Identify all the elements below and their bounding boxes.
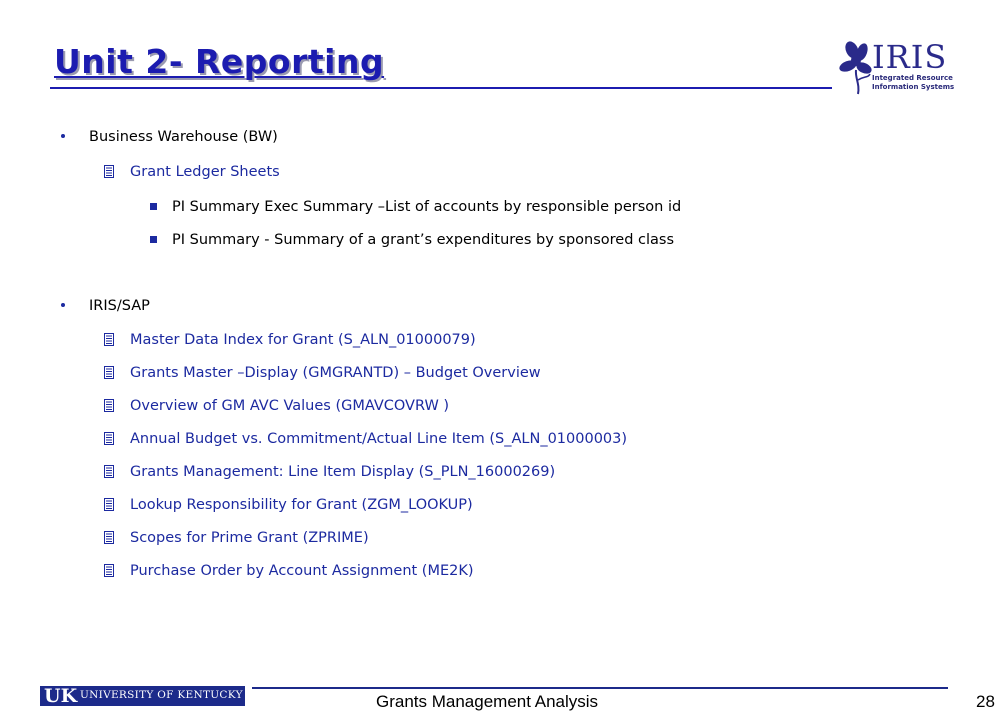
page-number: 28 xyxy=(976,692,995,711)
footer-rule xyxy=(252,687,948,689)
list-item: Grants Management: Line Item Display (S_PLN_16000269) xyxy=(130,464,556,480)
iris-logo-line2: Information Systems xyxy=(872,83,955,91)
sub-item-pi-exec-summary: PI Summary Exec Summary –List of accounts by responsible person id xyxy=(172,199,682,215)
list-item: Master Data Index for Grant (S_ALN_01000079) xyxy=(130,332,476,348)
list-item: Scopes for Prime Grant (ZPRIME) xyxy=(130,530,369,546)
title-underline-rule xyxy=(50,87,832,89)
document-bullet-icon xyxy=(104,432,115,445)
section-heading-iris-sap: IRIS/SAP xyxy=(89,298,150,314)
document-bullet-icon xyxy=(104,333,115,346)
document-bullet-icon xyxy=(104,498,115,511)
list-item: Overview of GM AVC Values (GMAVCOVRW ) xyxy=(130,398,450,414)
list-item: Annual Budget vs. Commitment/Actual Line Item (S_ALN_01000003) xyxy=(130,431,628,447)
list-item: Purchase Order by Account Assignment (ME2K) xyxy=(130,563,474,579)
document-bullet-icon xyxy=(104,465,115,478)
document-bullet-icon xyxy=(104,165,115,178)
uk-mark: UK xyxy=(44,685,78,707)
square-bullet-icon xyxy=(150,203,157,210)
list-item: Lookup Responsibility for Grant (ZGM_LOOKUP) xyxy=(130,497,473,513)
sub-item-pi-summary: PI Summary - Summary of a grant’s expenditures by sponsored class xyxy=(172,232,675,248)
document-bullet-icon xyxy=(104,399,115,412)
bullet-dot-icon xyxy=(61,134,65,138)
iris-logo-wordmark: IRIS xyxy=(872,38,948,76)
footer-title: Grants Management Analysis xyxy=(376,692,599,711)
section-heading-bw: Business Warehouse (BW) xyxy=(89,129,278,145)
iris-logo-line1: Integrated Resource xyxy=(872,74,953,82)
document-bullet-icon xyxy=(104,531,115,544)
iris-logo xyxy=(838,40,966,96)
list-item: Grants Master –Display (GMGRANTD) – Budget Overview xyxy=(130,365,541,381)
document-bullet-icon xyxy=(104,564,115,577)
square-bullet-icon xyxy=(150,236,157,243)
university-name: UNIVERSITY OF KENTUCKY xyxy=(80,689,243,701)
list-item-grant-ledger-sheets: Grant Ledger Sheets xyxy=(130,164,280,180)
document-bullet-icon xyxy=(104,366,115,379)
university-of-kentucky-logo xyxy=(40,686,245,706)
slide-title: Unit 2- Reporting xyxy=(54,42,385,81)
bullet-dot-icon xyxy=(61,303,65,307)
